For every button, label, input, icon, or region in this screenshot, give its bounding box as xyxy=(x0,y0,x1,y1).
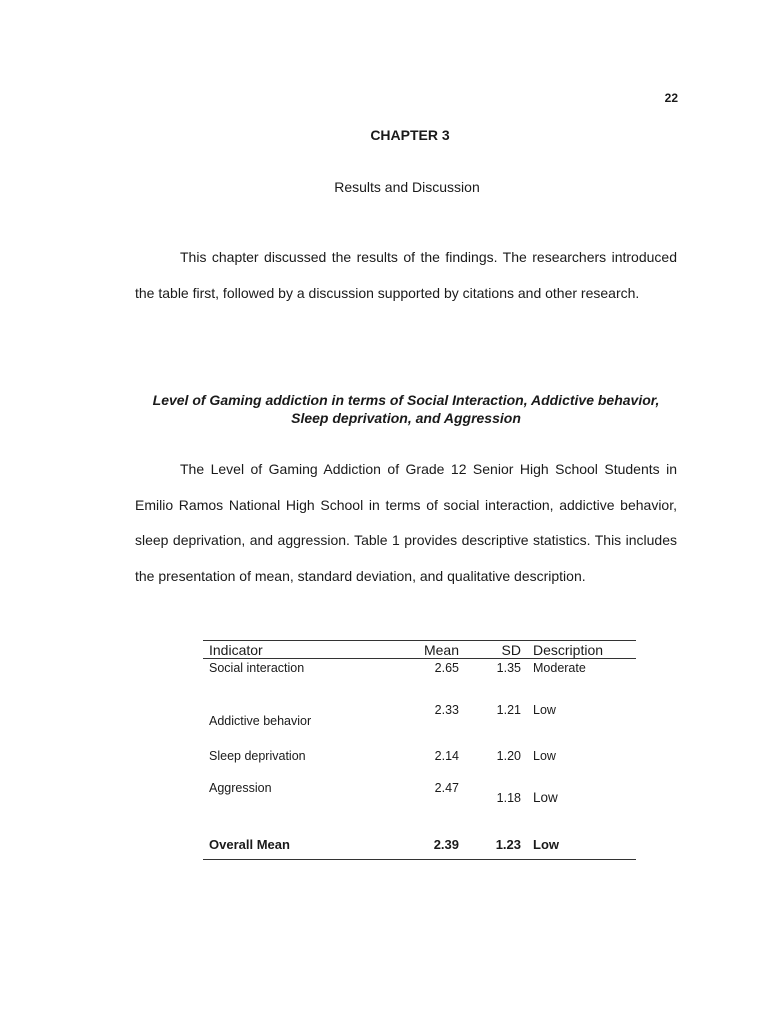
cell-description: Moderate xyxy=(533,661,586,675)
page-number: 22 xyxy=(664,91,678,105)
cell-sd: 1.23 xyxy=(465,829,527,860)
cell-mean: 2.47 xyxy=(434,781,459,795)
cell-indicator: Overall Mean xyxy=(203,829,391,860)
cell-indicator: Social interaction xyxy=(209,661,305,675)
table-row-overall xyxy=(203,829,636,860)
table-header-row xyxy=(203,641,636,659)
cell-sd: 1.35 xyxy=(496,661,521,675)
cell-description xyxy=(527,781,636,829)
cell-description-text: Low xyxy=(533,790,558,805)
section-title: Results and Discussion xyxy=(334,179,480,195)
cell-sd: 1.21 xyxy=(496,703,521,717)
cell-mean: 2.39 xyxy=(391,829,465,860)
cell-mean: 2.14 xyxy=(434,749,459,763)
cell-indicator: Sleep deprivation xyxy=(209,749,306,763)
cell-indicator xyxy=(203,703,391,749)
header-sd: SD xyxy=(465,641,527,659)
cell-description: Low xyxy=(533,749,556,763)
cell-mean: 2.33 xyxy=(434,703,459,717)
header-indicator: Indicator xyxy=(203,641,391,659)
table-row xyxy=(203,781,636,829)
subheading: Level of Gaming addiction in terms of Social Interaction, Addictive behavior, Sleep deprivation, and Aggression xyxy=(152,392,660,426)
cell-description: Low xyxy=(533,703,556,717)
cell-indicator: Aggression xyxy=(209,781,272,795)
table-row xyxy=(203,659,636,704)
cell-description: Low xyxy=(527,829,636,860)
statistics-table xyxy=(203,640,636,860)
cell-sd xyxy=(465,781,527,829)
intro-paragraph: This chapter discussed the results of the findings. The researchers introduced the table first, followed by a discussion supported by citations and other research. xyxy=(135,249,677,301)
cell-mean: 2.65 xyxy=(434,661,459,675)
cell-sd: 1.20 xyxy=(496,749,521,763)
table-row xyxy=(203,749,636,781)
header-description: Description xyxy=(527,641,636,659)
table-row xyxy=(203,703,636,749)
chapter-title: CHAPTER 3 xyxy=(370,127,450,143)
body-paragraph: The Level of Gaming Addiction of Grade 12 Senior High School Students in Emilio Ramos National High School in terms of social interaction, addictive behavior, sleep deprivation, and aggression. Table 1 provides descriptive statistics. This includes the presentation of mean, standard deviation, and qualitative description. xyxy=(135,461,677,584)
cell-indicator-text: Addictive behavior xyxy=(209,714,312,728)
header-mean: Mean xyxy=(391,641,465,659)
cell-sd-text: 1.18 xyxy=(496,791,521,805)
